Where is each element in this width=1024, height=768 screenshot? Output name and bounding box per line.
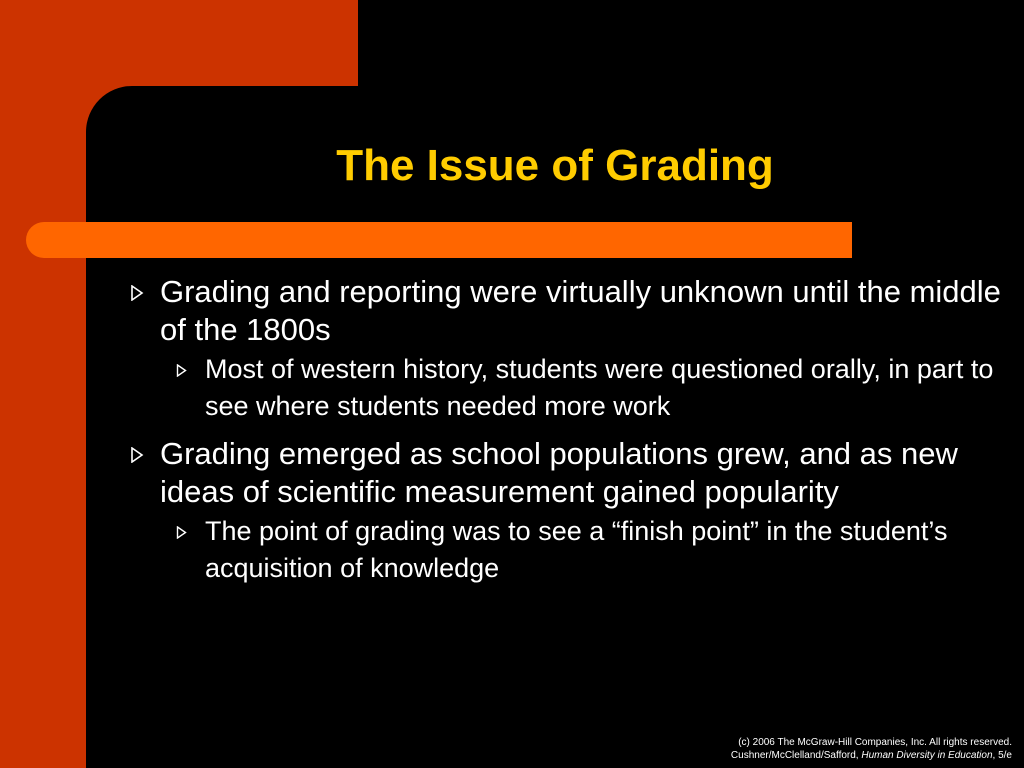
footer-line-1: (c) 2006 The McGraw-Hill Companies, Inc. All rights reserved. bbox=[738, 737, 1012, 748]
bullet-list bbox=[128, 270, 1008, 587]
arrow-bullet-icon bbox=[130, 447, 144, 463]
bullet-item bbox=[128, 273, 1008, 425]
title-bar bbox=[26, 222, 852, 258]
sub-bullet-list bbox=[160, 513, 1008, 587]
bullet-item bbox=[128, 435, 1008, 587]
footer-authors: Cushner/McClelland/Safford, bbox=[730, 750, 862, 761]
slide-title: The Issue of Grading bbox=[336, 141, 774, 190]
sub-bullet-item bbox=[160, 513, 1008, 587]
footer-book-title: Human Diversity in Education bbox=[861, 750, 993, 761]
arrow-bullet-icon bbox=[176, 526, 187, 539]
bullet-text: Grading emerged as school populations grew, and as new ideas of scientific measurement gained popularity bbox=[160, 436, 958, 509]
sub-bullet-text: Most of western history, students were questioned orally, in part to see where students needed more work bbox=[205, 354, 994, 421]
footer-line-2 bbox=[731, 749, 1012, 762]
copyright-footer bbox=[731, 736, 1012, 762]
arrow-bullet-icon bbox=[130, 285, 144, 301]
sub-bullet-list bbox=[160, 351, 1008, 425]
sub-bullet-item bbox=[160, 351, 1008, 425]
sub-bullet-text: The point of grading was to see a “finish point” in the student’s acquisition of knowledge bbox=[205, 516, 948, 583]
footer-edition: , 5/e bbox=[992, 750, 1012, 761]
bullet-text: Grading and reporting were virtually unknown until the middle of the 1800s bbox=[160, 274, 1001, 347]
arrow-bullet-icon bbox=[176, 364, 187, 377]
